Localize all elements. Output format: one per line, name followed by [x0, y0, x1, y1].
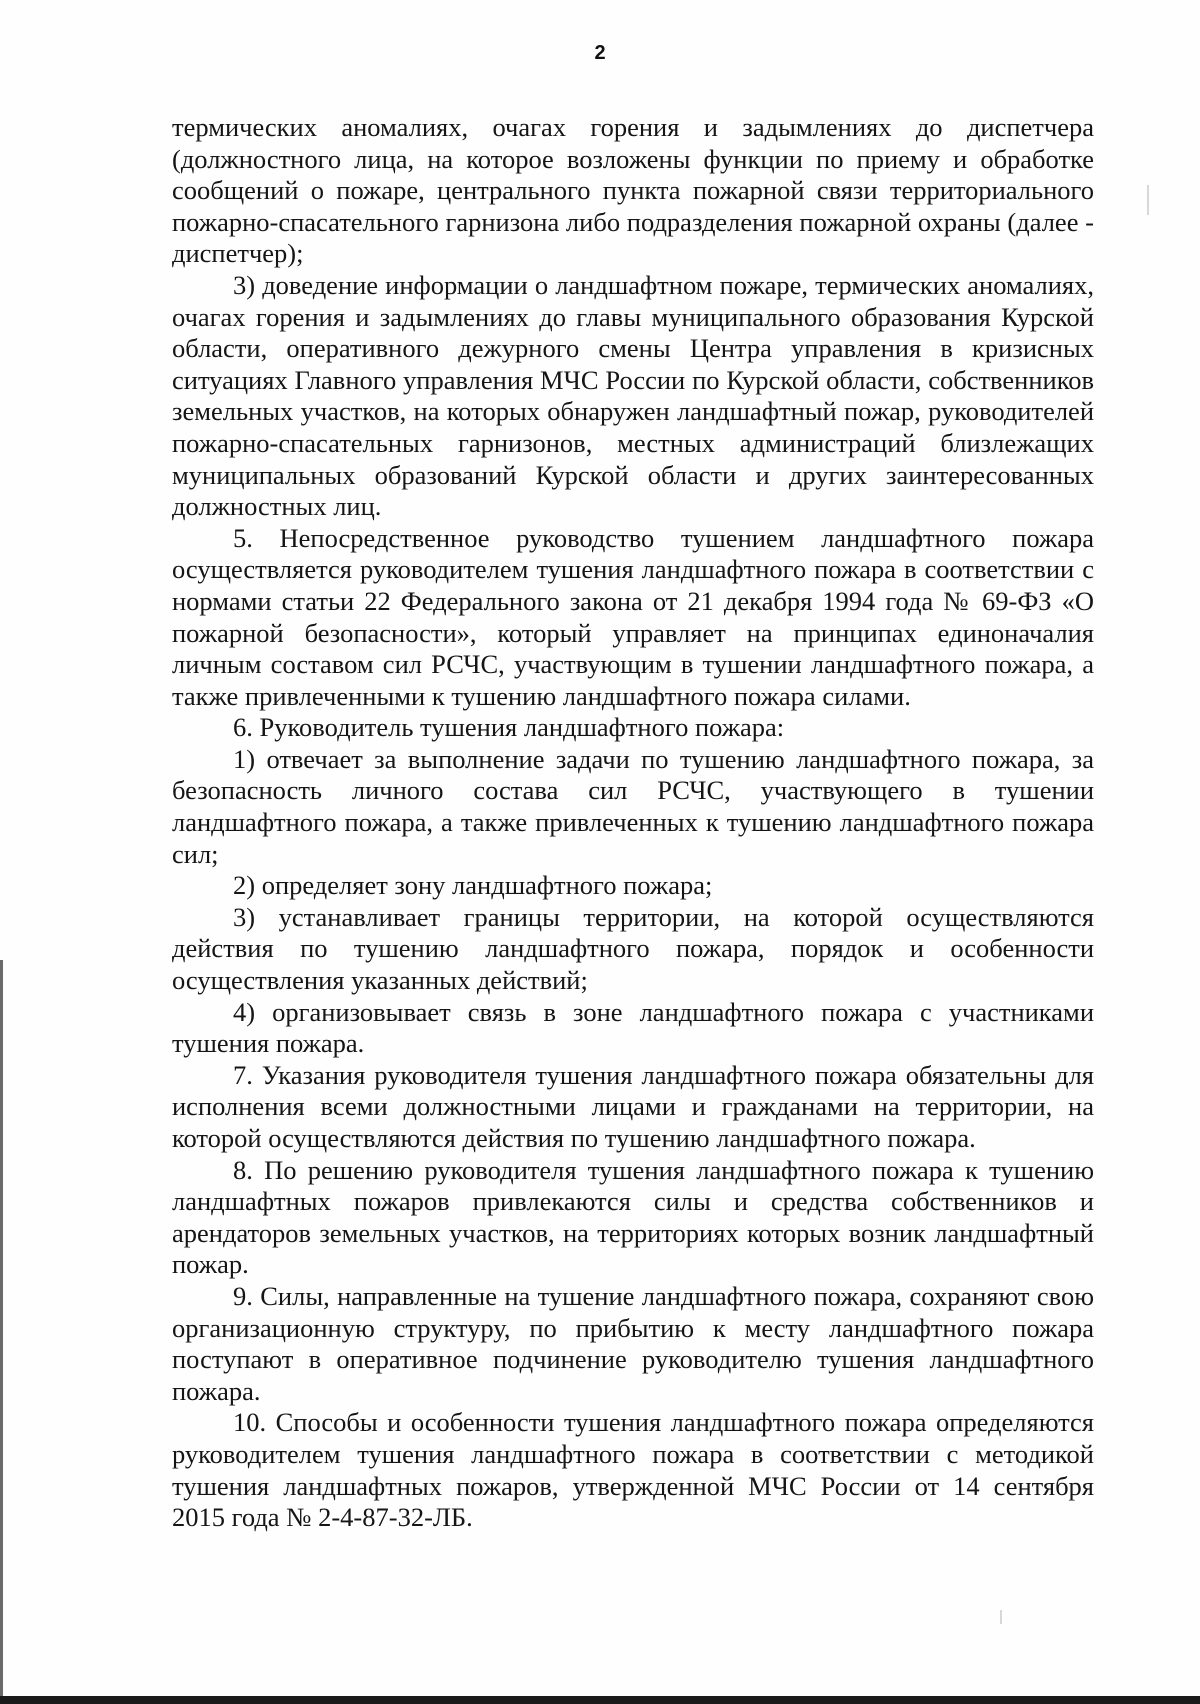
scan-bottom-edge: [0, 1696, 1200, 1704]
paragraph-9-forces-structure: 9. Силы, направленные на тушение ландшафтного пожара, сохраняют свою организационную структуру, по прибытию к месту ландшафтного пожара поступают в оперативное подчинение руководителю тушения ландшафтного пожара.: [172, 1280, 1094, 1406]
paragraph-5-direct-management: 5. Непосредственное руководство тушением ландшафтного пожара осуществляется руководителем тушения ландшафтного пожара в соответствии с нормами статьи 22 Федерального закона от 21 декабря 1994 года № 69-ФЗ «О пожарной безопасности», который управляет на принципах единоначалия личным составом сил РСЧС, участвующим в тушении ландшафтного пожара, а также привлеченными к тушению ландшафтного пожара силами.: [172, 522, 1094, 711]
scan-artifact: [1000, 1610, 1002, 1624]
paragraph-6-item-4: 4) организовывает связь в зоне ландшафтного пожара с участниками тушения пожара.: [172, 996, 1094, 1059]
scan-edge-shadow: [0, 960, 3, 1704]
page-number: 2: [594, 42, 606, 64]
paragraph-8-forces-involved: 8. По решению руководителя тушения ландшафтного пожара к тушению ландшафтных пожаров привлекаются силы и средства собственников и арендаторов земельных участков, на территориях которых возник ландшафтный пожар.: [172, 1154, 1094, 1280]
paragraph-6-item-2: 2) определяет зону ландшафтного пожара;: [233, 870, 713, 901]
paragraph-7-instructions: 7. Указания руководителя тушения ландшафтного пожара обязательны для исполнения всеми должностными лицами и гражданами на территории, на которой осуществляются действия по тушению ландшафтного пожара.: [172, 1059, 1094, 1153]
scan-artifact: [1147, 185, 1149, 215]
paragraph-6-item-3: 3) устанавливает границы территории, на которой осуществляются действия по тушению ландшафтного пожара, порядок и особенности осуществления указанных действий;: [172, 901, 1094, 996]
paragraph-6-fire-chief-heading: 6. Руководитель тушения ландшафтного пожара:: [233, 712, 785, 743]
document-body: [172, 112, 1094, 1534]
paragraph-10-methods: 10. Способы и особенности тушения ландшафтного пожара определяются руководителем тушения ландшафтного пожара в соответствии с методикой тушения ландшафтных пожаров, утвержденной МЧС России от 14 сентября 2015 года № 2-4-87-32-ЛБ.: [172, 1407, 1094, 1533]
paragraph-continuation: термических аномалиях, очагах горения и задымлениях до диспетчера (должностного лица, на которое возложены функции по приему и обработке сообщений о пожаре, центрального пункта пожарной связи территориального пожарно-спасательного гарнизона либо подразделения пожарной охраны (далее - диспетчер);: [172, 112, 1094, 269]
paragraph-item-3-information: 3) доведение информации о ландшафтном пожаре, термических аномалиях, очагах горения и задымлениях до главы муниципального образования Курской области, оперативного дежурного смены Центра управления в кризисных ситуациях Главного управления МЧС России по Курской области, собственников земельных участков, на которых обнаружен ландшафтный пожар, руководителей пожарно-спасательных гарнизонов, местных администраций близлежащих муниципальных образований Курской области и других заинтересованных должностных лиц.: [172, 269, 1094, 522]
paragraph-6-item-1: 1) отвечает за выполнение задачи по тушению ландшафтного пожара, за безопасность личного состава сил РСЧС, участвующего в тушении ландшафтного пожара, а также привлеченных к тушению ландшафтного пожара сил;: [172, 743, 1094, 869]
